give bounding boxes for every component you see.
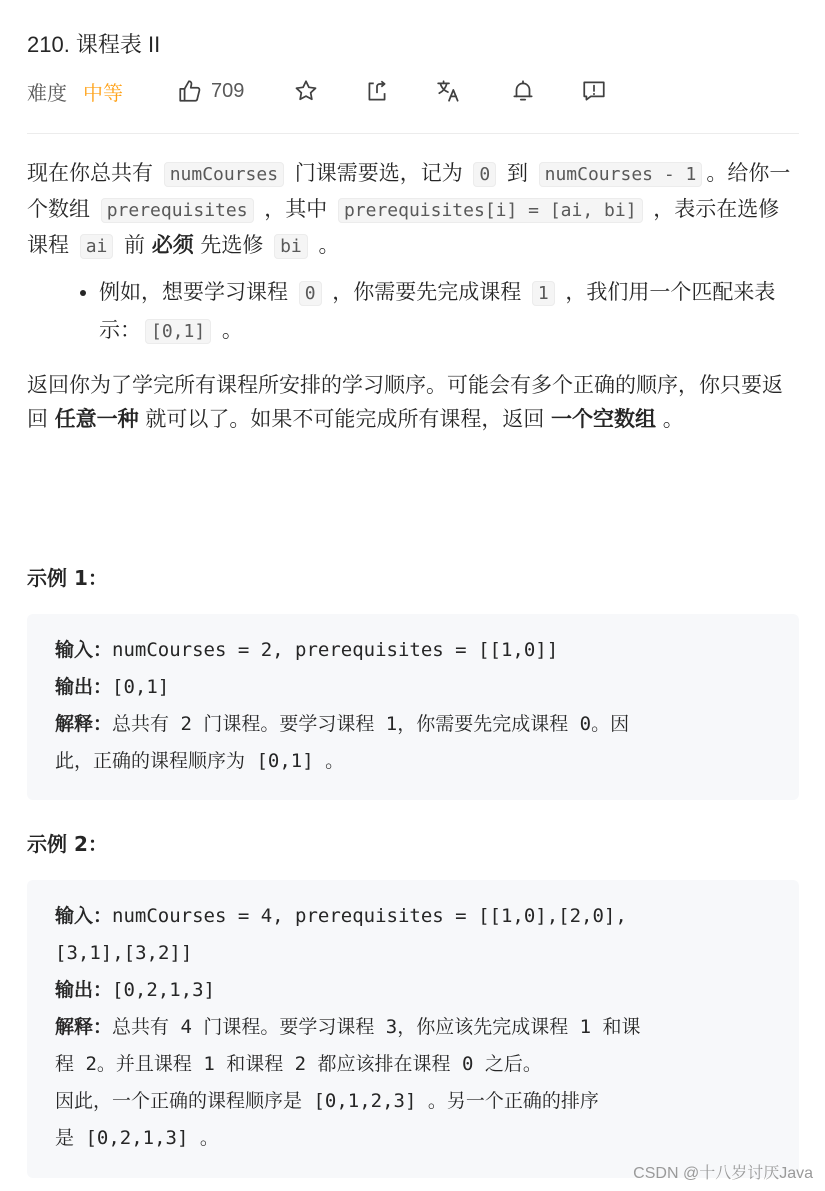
code-pair: [0,1]: [145, 319, 211, 344]
likes-count: 709: [211, 79, 245, 102]
code-zero: 0: [473, 162, 496, 187]
code-ai: ai: [80, 234, 114, 259]
example-explain-line: 此，正确的课程顺序为 [0,1] 。: [55, 750, 345, 772]
feedback-icon: [581, 78, 607, 104]
problem-title: 210. 课程表 II: [27, 32, 161, 57]
star-icon: [293, 78, 319, 104]
example-output: 输出：[0,1]: [55, 676, 170, 698]
example-explain-line: 是 [0,2,1,3] 。: [55, 1127, 219, 1149]
example-input: 输入：numCourses = 2, prerequisites = [[1,0]]: [55, 639, 559, 661]
example-explain: 解释：总共有 4 门课程。要学习课程 3，你应该先完成课程 1 和课: [55, 1016, 641, 1038]
emphasis-must: 必须: [151, 233, 194, 257]
share-button[interactable]: [364, 76, 390, 106]
example-input: 输入：numCourses = 4, prerequisites = [[1,0],[2,0],: [55, 905, 627, 927]
example-2-block: [27, 880, 799, 1178]
header-divider: [27, 133, 799, 134]
example-input-line: [3,1],[3,2]]: [55, 942, 193, 964]
watermark: CSDN @十八岁讨厌Java: [633, 1165, 813, 1182]
code-one: 1: [532, 281, 555, 306]
example-output: 输出：[0,2,1,3]: [55, 979, 215, 1001]
list-item: • 例如，想要学习课程 0 ，你需要先完成课程 1 ，我们用一个匹配来表示： [0,1] 。: [99, 274, 799, 350]
translate-button[interactable]: [436, 76, 462, 106]
emphasis-empty-array: 一个空数组: [551, 407, 657, 431]
like-button[interactable]: [177, 76, 244, 106]
code-bi: bi: [274, 234, 308, 259]
difficulty-label: 难度: [27, 80, 67, 105]
thumbs-up-icon: [177, 78, 203, 104]
description-paragraph-1: 现在你总共有 numCourses 门课需要选，记为 0 到 numCourses - 1 。给你一个数组 prerequisites ，其中 prerequisites[i] = [ai, bi] ，表示在选修课程 ai 前 必须 先选修 bi 。: [27, 161, 791, 257]
code-zero: 0: [299, 281, 322, 306]
example-2-title: 示例 2：: [27, 832, 108, 856]
translate-icon: [436, 78, 462, 104]
example-explain-line: 程 2。并且课程 1 和课程 2 都应该排在课程 0 之后。: [55, 1053, 542, 1075]
example-1-title: 示例 1：: [27, 566, 108, 590]
example-explain: 解释：总共有 2 门课程。要学习课程 1，你需要先完成课程 0。因: [55, 713, 630, 735]
description-bullet-list: [27, 274, 799, 350]
problem-meta-bar: [27, 76, 245, 106]
share-icon: [364, 78, 390, 104]
example-explain-line: 因此，一个正确的课程顺序是 [0,1,2,3] 。另一个正确的排序: [55, 1090, 599, 1112]
code-numcourses-minus-one: numCourses - 1: [539, 162, 703, 187]
notify-button[interactable]: [510, 76, 536, 106]
problem-description: [27, 156, 799, 436]
favorite-button[interactable]: [293, 76, 319, 106]
description-paragraph-2: 返回你为了学完所有课程所安排的学习顺序。可能会有多个正确的顺序，你只要返回 任意一种 就可以了。如果不可能完成所有课程，返回 一个空数组 。: [27, 373, 783, 431]
bell-icon: [510, 78, 536, 104]
feedback-button[interactable]: [581, 76, 607, 106]
code-prerequisites: prerequisites: [101, 198, 254, 223]
difficulty-badge: 中等: [83, 80, 123, 105]
emphasis-any-one: 任意一种: [54, 407, 139, 431]
code-numcourses: numCourses: [164, 162, 284, 187]
code-prerequisites-i: prerequisites[i] = [ai, bi]: [338, 198, 643, 223]
example-1-block: [27, 614, 799, 800]
